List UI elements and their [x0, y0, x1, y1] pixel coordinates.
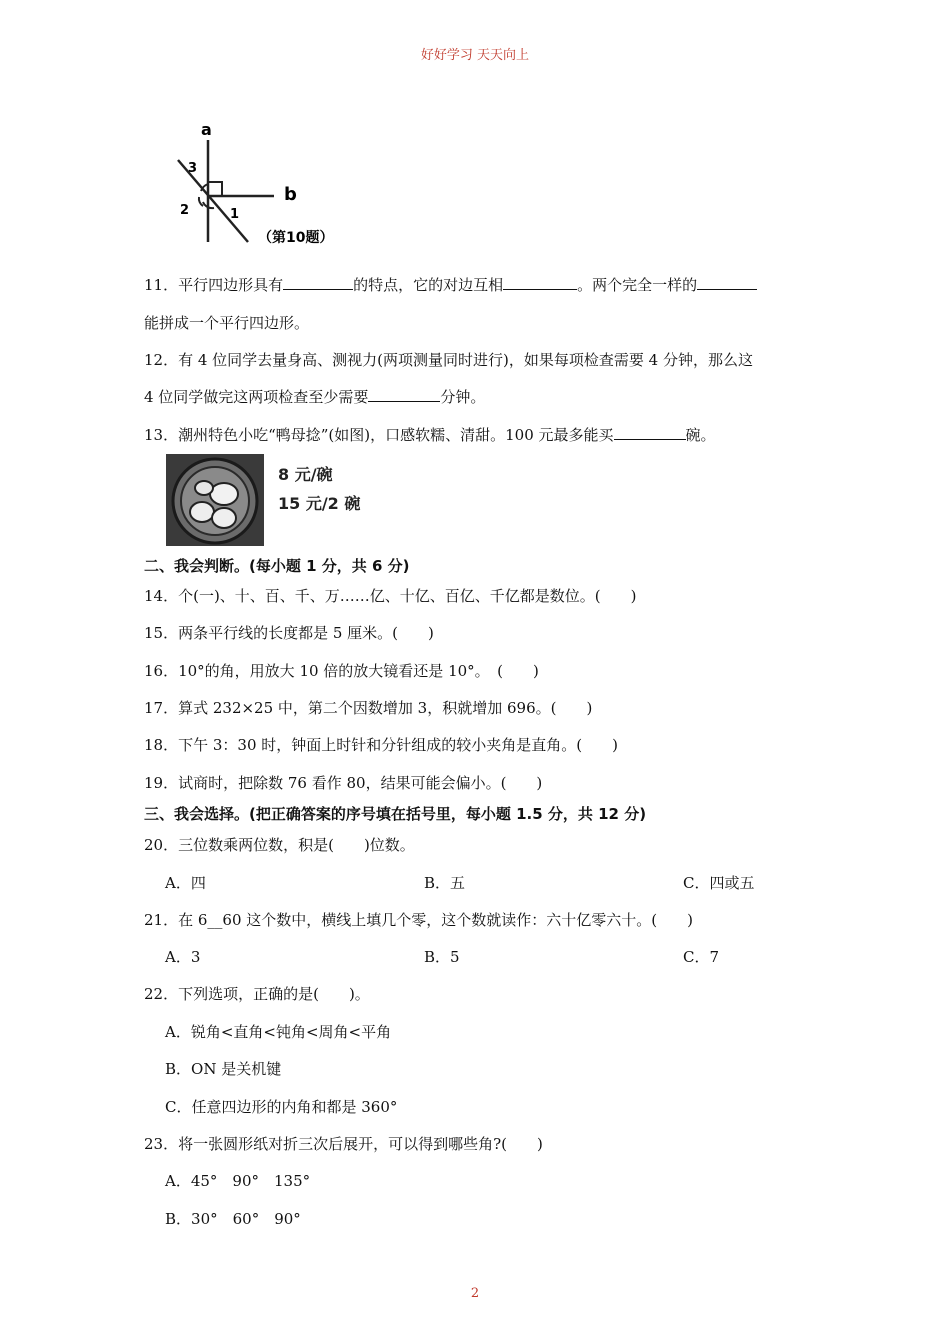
q21-option-c[interactable]: C．7	[683, 948, 720, 966]
duck-dumpling-image	[166, 454, 376, 546]
label-a: a	[201, 120, 212, 139]
price-single: 8 元/碗	[278, 465, 333, 484]
question-19: 19．试商时，把除数 76 看作 80，结果可能会偏小。( )	[144, 774, 543, 792]
question-23: 23．将一张圆形纸对折三次后展开，可以得到哪些角?( )	[144, 1135, 543, 1153]
question-18: 18．下午 3：30 时，钟面上时针和分针组成的较小夹角是直角。( )	[144, 736, 618, 754]
question-15: 15．两条平行线的长度都是 5 厘米。( )	[144, 624, 434, 642]
q13-text-2: 碗。	[685, 426, 716, 444]
question-21: 21．在 6__60 这个数中，横线上填几个零，这个数就读作：六十亿零六十。( )	[144, 911, 693, 929]
question-11-cont: 能拼成一个平行四边形。	[144, 314, 310, 332]
q21-option-a[interactable]: A．3	[165, 948, 201, 966]
q11-text-1: 11．平行四边形具有	[144, 276, 284, 294]
question-12-cont	[144, 386, 485, 407]
price-double: 15 元/2 碗	[278, 494, 361, 513]
q20-option-a[interactable]: A．四	[165, 874, 206, 892]
question-22: 22．下列选项，正确的是( )。	[144, 985, 370, 1003]
answer-blank[interactable]	[368, 387, 440, 402]
question-16: 16．10°的角，用放大 10 倍的放大镜看还是 10°。 ( )	[144, 662, 539, 680]
question-17: 17．算式 232×25 中，第二个因数增加 3，积就增加 696。( )	[144, 699, 593, 717]
answer-blank[interactable]	[614, 425, 686, 440]
section-2-heading: 二、我会判断。(每小题 1 分，共 6 分)	[144, 557, 410, 575]
q23-option-a[interactable]: A．45° 90° 135°	[165, 1172, 311, 1190]
question-13	[144, 424, 716, 445]
label-2: 2	[180, 203, 190, 218]
q12-text-1: 4 位同学做完这两项检查至少需要	[144, 388, 369, 406]
answer-blank[interactable]	[697, 275, 757, 290]
q23-option-b[interactable]: B．30° 60° 90°	[165, 1210, 301, 1228]
answer-blank[interactable]	[503, 275, 577, 290]
page-number: 2	[470, 1286, 480, 1301]
figure-caption: （第10题）	[258, 230, 334, 246]
question-11	[144, 274, 757, 295]
q22-option-a[interactable]: A．锐角<直角<钝角<周角<平角	[165, 1023, 392, 1041]
section-3-heading: 三、我会选择。(把正确答案的序号填在括号里，每小题 1.5 分，共 12 分)	[144, 805, 647, 823]
q20-option-b[interactable]: B．五	[424, 874, 466, 892]
question-14: 14．个(一)、十、百、千、万……亿、十亿、百亿、千亿都是数位。( )	[144, 587, 637, 605]
angle-figure	[170, 118, 370, 248]
question-20: 20．三位数乘两位数，积是( )位数。	[144, 836, 415, 854]
q11-text-3: 。两个完全一样的	[577, 276, 698, 294]
question-12: 12．有 4 位同学去量身高、测视力(两项测量同时进行)，如果每项检查需要 4 分钟，那么这	[144, 351, 753, 369]
q13-text-1: 13．潮州特色小吃“鸭母捻”(如图)，口感软糯、清甜。100 元最多能买	[144, 426, 614, 444]
q21-option-b[interactable]: B．5	[424, 948, 460, 966]
q22-option-b[interactable]: B．ON 是关机键	[165, 1060, 282, 1078]
q20-option-c[interactable]: C．四或五	[683, 874, 755, 892]
label-1: 1	[230, 207, 240, 222]
label-b: b	[284, 184, 297, 205]
q11-text-2: 的特点，它的对边互相	[353, 276, 504, 294]
answer-blank[interactable]	[283, 275, 353, 290]
label-3: 3	[188, 161, 198, 176]
q12-text-2: 分钟。	[440, 388, 486, 406]
page-header: 好好学习 天天向上	[420, 48, 530, 63]
q22-option-c[interactable]: C．任意四边形的内角和都是 360°	[165, 1098, 398, 1116]
